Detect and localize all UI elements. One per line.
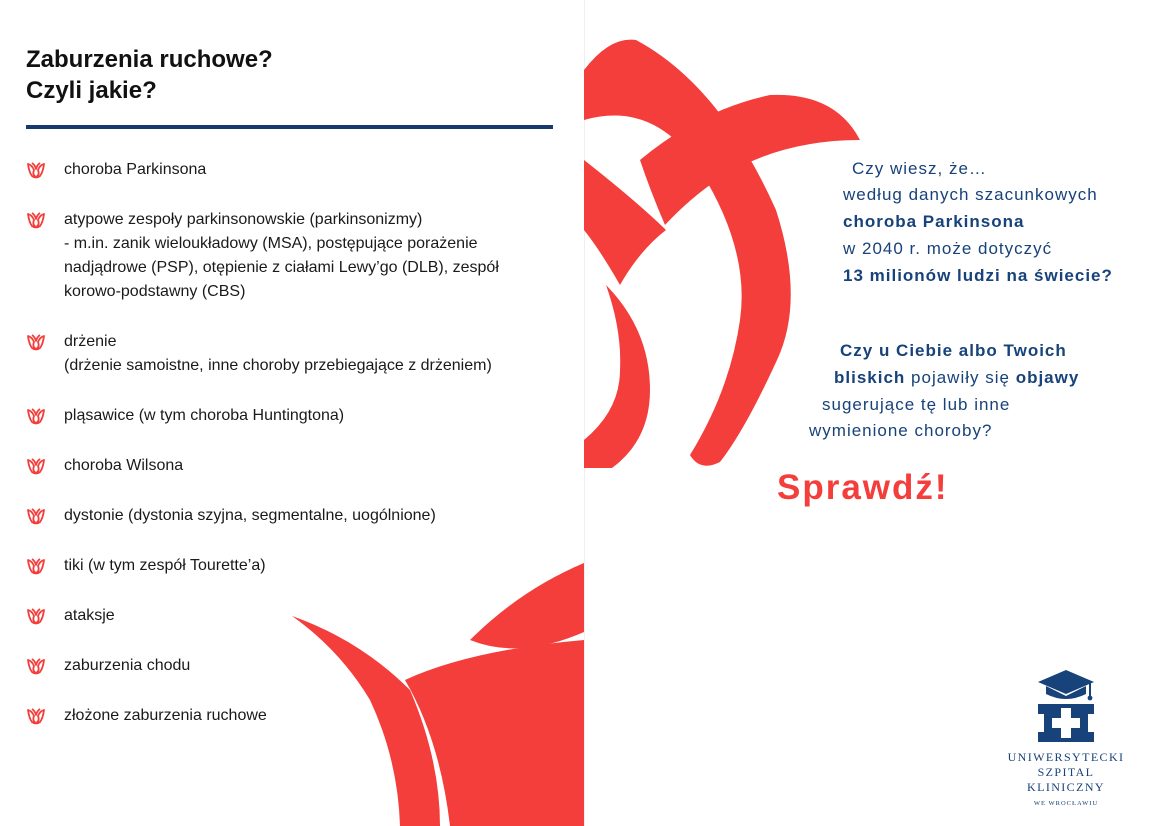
hospital-logo bbox=[1001, 668, 1131, 807]
question-bold-2: bliskich bbox=[834, 368, 906, 387]
list-item bbox=[26, 704, 566, 728]
page-title-line-2: Czyli jakie? bbox=[26, 77, 157, 104]
tulip-icon bbox=[26, 333, 46, 351]
list-item-text: zaburzenia chodu bbox=[64, 657, 191, 674]
fact-line-5 bbox=[843, 263, 1113, 289]
list-item bbox=[26, 330, 566, 378]
list-item-subtext: (drżenie samoistne, inne choroby przebiegające z drżeniem) bbox=[64, 357, 492, 374]
logo-text-line-1: UNIWERSYTECKI bbox=[1007, 750, 1125, 764]
list-item-subtext: - m.in. zanik wieloukładowy (MSA), postępujące porażenie nadjądrowe (PSP), otępienie z ciałami Lewy’go (DLB), zespół korowo-podstawny (CBS) bbox=[64, 235, 499, 300]
tulip-icon bbox=[26, 707, 46, 725]
question-line-4: wymienione choroby? bbox=[809, 421, 993, 440]
fact-highlight-number: 13 milionów ludzi na świecie? bbox=[843, 266, 1113, 285]
list-item-text: ataksje bbox=[64, 607, 115, 624]
tulip-icon bbox=[26, 607, 46, 625]
question-bold-1: Czy u Ciebie albo Twoich bbox=[840, 341, 1067, 360]
list-item bbox=[26, 654, 566, 678]
question-bold-3: objawy bbox=[1015, 368, 1080, 387]
list-item-text: złożone zaburzenia ruchowe bbox=[64, 707, 267, 724]
list-item bbox=[26, 604, 566, 628]
question-line-3: sugerujące tę lub inne bbox=[822, 395, 1011, 414]
list-item bbox=[26, 208, 566, 304]
fact-line-3 bbox=[843, 209, 1024, 235]
tulip-icon bbox=[26, 161, 46, 179]
cta-heading: Sprawdź! bbox=[777, 468, 949, 507]
list-item bbox=[26, 454, 566, 478]
list-item bbox=[26, 404, 566, 428]
list-item-text: drżenie bbox=[64, 333, 117, 350]
fact-line-1: Czy wiesz, że… bbox=[852, 159, 987, 178]
tulip-icon bbox=[26, 211, 46, 229]
fact-line-4: w 2040 r. może dotyczyć bbox=[843, 239, 1053, 258]
logo-text-line-2: SZPITAL KLINICZNY bbox=[1027, 765, 1105, 794]
disorders-list bbox=[26, 158, 566, 754]
question-mid: pojawiły się bbox=[905, 368, 1016, 387]
question-line-1 bbox=[840, 338, 1067, 364]
page-title bbox=[26, 44, 273, 106]
tulip-icon bbox=[26, 657, 46, 675]
list-item-text: choroba Wilsona bbox=[64, 457, 184, 474]
tulip-icon bbox=[26, 507, 46, 525]
question-line-2 bbox=[834, 365, 1079, 391]
logo-text-line-3: WE WROCŁAWIU bbox=[1033, 800, 1099, 807]
list-item-text: tiki (w tym zespół Tourette’a) bbox=[64, 557, 266, 574]
tulip-petals-top bbox=[584, 40, 860, 468]
university-hospital-cap-cross-icon bbox=[1034, 668, 1098, 744]
list-item bbox=[26, 504, 566, 528]
tulip-icon bbox=[26, 407, 46, 425]
fact-highlight-disease: choroba Parkinsona bbox=[843, 212, 1025, 231]
list-item-text: choroba Parkinsona bbox=[64, 161, 207, 178]
tulip-icon bbox=[26, 557, 46, 575]
tulip-petal-stem bbox=[584, 285, 650, 468]
list-item bbox=[26, 158, 566, 182]
title-underline bbox=[26, 125, 553, 129]
tulip-icon bbox=[26, 457, 46, 475]
list-item-text: atypowe zespoły parkinsonowskie (parkinsonizmy) bbox=[64, 211, 423, 228]
list-item-text: pląsawice (w tym choroba Huntingtona) bbox=[64, 407, 345, 424]
fact-line-2: według danych szacunkowych bbox=[843, 185, 1098, 204]
list-item-text: dystonie (dystonia szyjna, segmentalne, uogólnione) bbox=[64, 507, 436, 524]
page-title-line-1: Zaburzenia ruchowe? bbox=[26, 46, 273, 73]
list-item bbox=[26, 554, 566, 578]
